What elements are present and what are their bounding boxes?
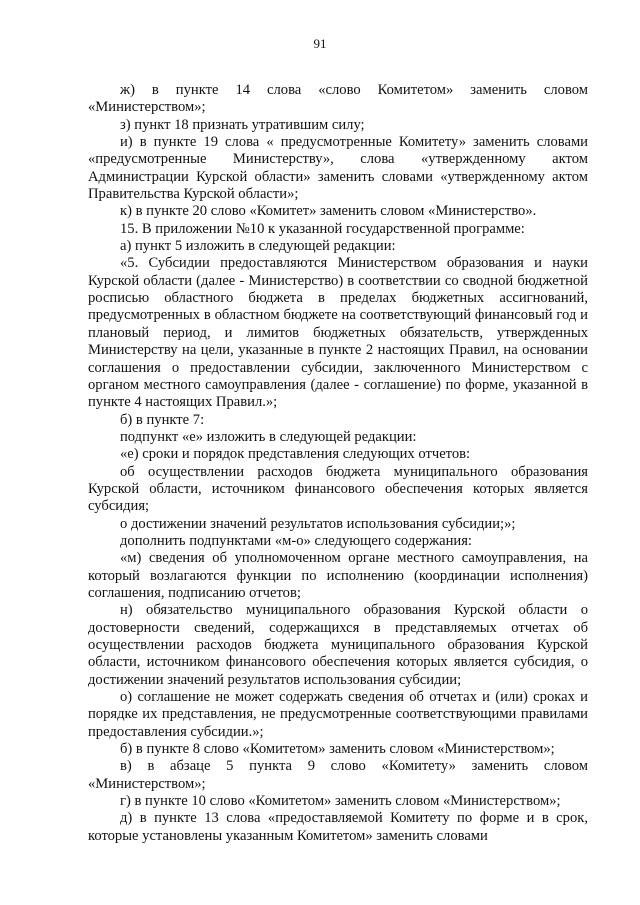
paragraph: «м) сведения об уполномоченном органе местного самоуправления, на который возлагаются функции по исполнению (координации исполнения) соглашения, подписанию отчетов; bbox=[88, 550, 588, 601]
paragraph: д) в пункте 13 слова «предоставляемой Комитету по форме и в срок, которые установлены указанным Комитетом» заменить словами bbox=[88, 810, 588, 844]
paragraph: подпункт «е» изложить в следующей редакции: bbox=[120, 428, 417, 445]
page-number: 91 bbox=[313, 36, 327, 51]
paragraph: к) в пункте 20 слово «Комитет» заменить словом «Министерство». bbox=[120, 203, 537, 220]
paragraph: б) в пункте 8 слово «Комитетом» заменить словом «Министерством»; bbox=[120, 741, 555, 758]
paragraph: «5. Субсидии предоставляются Министерством образования и науки Курской области (далее - Министерство) в соответствии со сводной бюджетной росписью областного бюджета в пределах бюджетных ассигнований, предусмотренных в областном бюджете на соответствующий финансовый год и плановый период, и лимитов бюджетных обязательств, утвержденных Министерству на цели, указанные в пункте 2 настоящих Правил, на основании соглашения о предоставлении субсидии, заключенного Министерством с органом местного самоуправления (далее - соглашение) по форме, указанной в пункте 4 настоящих Правил.»; bbox=[88, 255, 588, 411]
paragraph: н) обязательство муниципального образования Курской области о достоверности сведений, содержащихся в представляемых отчетах об осуществлении расходов бюджета муниципального образования Курской области, источником финансового обеспечения которых является субсидия, о достижении значений результатов использования субсидии; bbox=[88, 602, 588, 688]
paragraph: «е) сроки и порядок представления следующих отчетов: bbox=[120, 446, 471, 463]
paragraph: г) в пункте 10 слово «Комитетом» заменить словом «Министерством»; bbox=[120, 793, 561, 810]
paragraph: 15. В приложении №10 к указанной государственной программе: bbox=[120, 220, 525, 237]
document-body bbox=[88, 82, 588, 845]
paragraph: и) в пункте 19 слова « предусмотренные Комитету» заменить словами «предусмотренные Министерству», слова «утвержденному актом Администрации Курской области» заменить словами «утвержденному актом Правительства Курской области»; bbox=[88, 134, 588, 203]
paragraph: об осуществлении расходов бюджета муниципального образования Курской области, источником финансового обеспечения которых является субсидия; bbox=[88, 463, 588, 515]
paragraph: б) в пункте 7: bbox=[120, 411, 205, 428]
paragraph: дополнить подпунктами «м-о» следующего содержания: bbox=[120, 532, 472, 549]
paragraph: а) пункт 5 изложить в следующей редакции: bbox=[120, 238, 396, 255]
paragraph: о достижении значений результатов использования субсидии;»; bbox=[120, 515, 516, 532]
paragraph: з) пункт 18 признать утратившим силу; bbox=[120, 116, 365, 133]
paragraph: в) в абзаце 5 пункта 9 слово «Комитету» заменить словом «Министерством»; bbox=[88, 758, 588, 792]
paragraph: ж) в пункте 14 слова «слово Комитетом» заменить словом «Министерством»; bbox=[88, 82, 588, 116]
paragraph: о) соглашение не может содержать сведения об отчетах и (или) сроках и порядке их представления, не предусмотренные соответствующими правилами предоставления субсидии.»; bbox=[88, 689, 588, 740]
